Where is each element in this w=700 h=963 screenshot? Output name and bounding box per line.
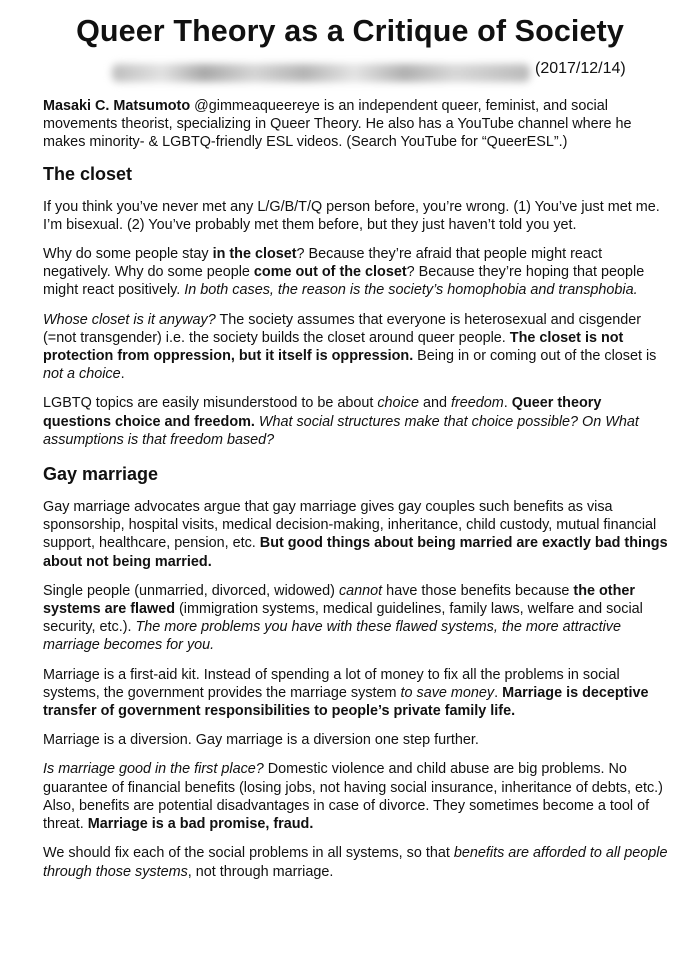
document-body — [43, 97, 668, 892]
marriage-paragraph-3: Marriage is a first-aid kit. Instead of spending a lot of money to fix all the problems in social systems, the government provides the marriage system to save money. Marriage is deceptive transfer of government responsibilities to people’s private family life. — [43, 666, 649, 720]
closet-paragraph-4: LGBTQ topics are easily misunderstood to be about choice and freedom. Queer theory questions choice and freedom. What social structures make that choice possible? On What assumptions is that freedom based? — [43, 395, 639, 448]
section-heading-gay-marriage: Gay marriage — [43, 464, 159, 485]
marriage-paragraph-2: Single people (unmarried, divorced, widowed) cannot have those benefits because the other systems are flawed (immigration systems, medical guidelines, family laws, welfare and social security, etc.). The more problems you have with these flawed systems, the more attractive marriage becomes for you. — [43, 582, 643, 654]
document-title: Queer Theory as a Critique of Society — [76, 14, 624, 48]
redacted-source-text — [112, 64, 530, 82]
marriage-paragraph-1: Gay marriage advocates argue that gay marriage gives gay couples such benefits as visa sponsorship, hospital visits, medical decision-making, inheritance, child custody, mutual financial support, healthcare, pension, etc. But good things about being married are exactly bad things about not being married. — [43, 499, 668, 570]
author-intro: Masaki C. Matsumoto @gimmeaqueereye is an independent queer, feminist, and social movements theorist, specializing in Queer Theory. He also has a YouTube channel where he makes minority- & LGBTQ-friendly ESL videos. (Search YouTube for “QueerESL”.) — [43, 98, 632, 151]
closet-paragraph-1: If you think you’ve never met any L/G/B/T/Q person before, you’re wrong. (1) You’ve just met me. I’m bisexual. (2) You’ve probably met them before, but they just haven’t told you yet. — [43, 198, 660, 233]
marriage-paragraph-5: Is marriage good in the first place? Domestic violence and child abuse are big problems. No guarantee of financial benefits (losing jobs, not having social insurance, inheritance of debts, etc.) Also, benefits are potential disadvantages in case of divorce. They sometimes become a tool of threat. Marriage is a bad promise, fraud. — [43, 761, 663, 833]
subtitle-line — [0, 60, 700, 86]
section-heading-closet: The closet — [43, 163, 133, 184]
closet-paragraph-3: Whose closet is it anyway? The society assumes that everyone is heterosexual and cisgender (=not transgender) i.e. the society builds the closet around queer people. The closet is not protection from oppression, but it itself is oppression. Being in or coming out of the closet is not a choice. — [43, 311, 657, 383]
marriage-paragraph-4: Marriage is a diversion. Gay marriage is a diversion one step further. — [43, 732, 479, 749]
marriage-paragraph-6: We should fix each of the social problems in all systems, so that benefits are afforded to all people through those systems, not through marriage. — [43, 845, 668, 880]
document-date: (2017/12/14) — [535, 60, 626, 77]
author-name: Masaki C. Matsumoto — [43, 98, 191, 114]
closet-paragraph-2: Why do some people stay in the closet? Because they’re afraid that people might react negatively. Why do some people come out of the closet? Because they’re hoping that people might react positively. In both cases, the reason is the society’s homophobia and transphobia. — [43, 246, 645, 299]
